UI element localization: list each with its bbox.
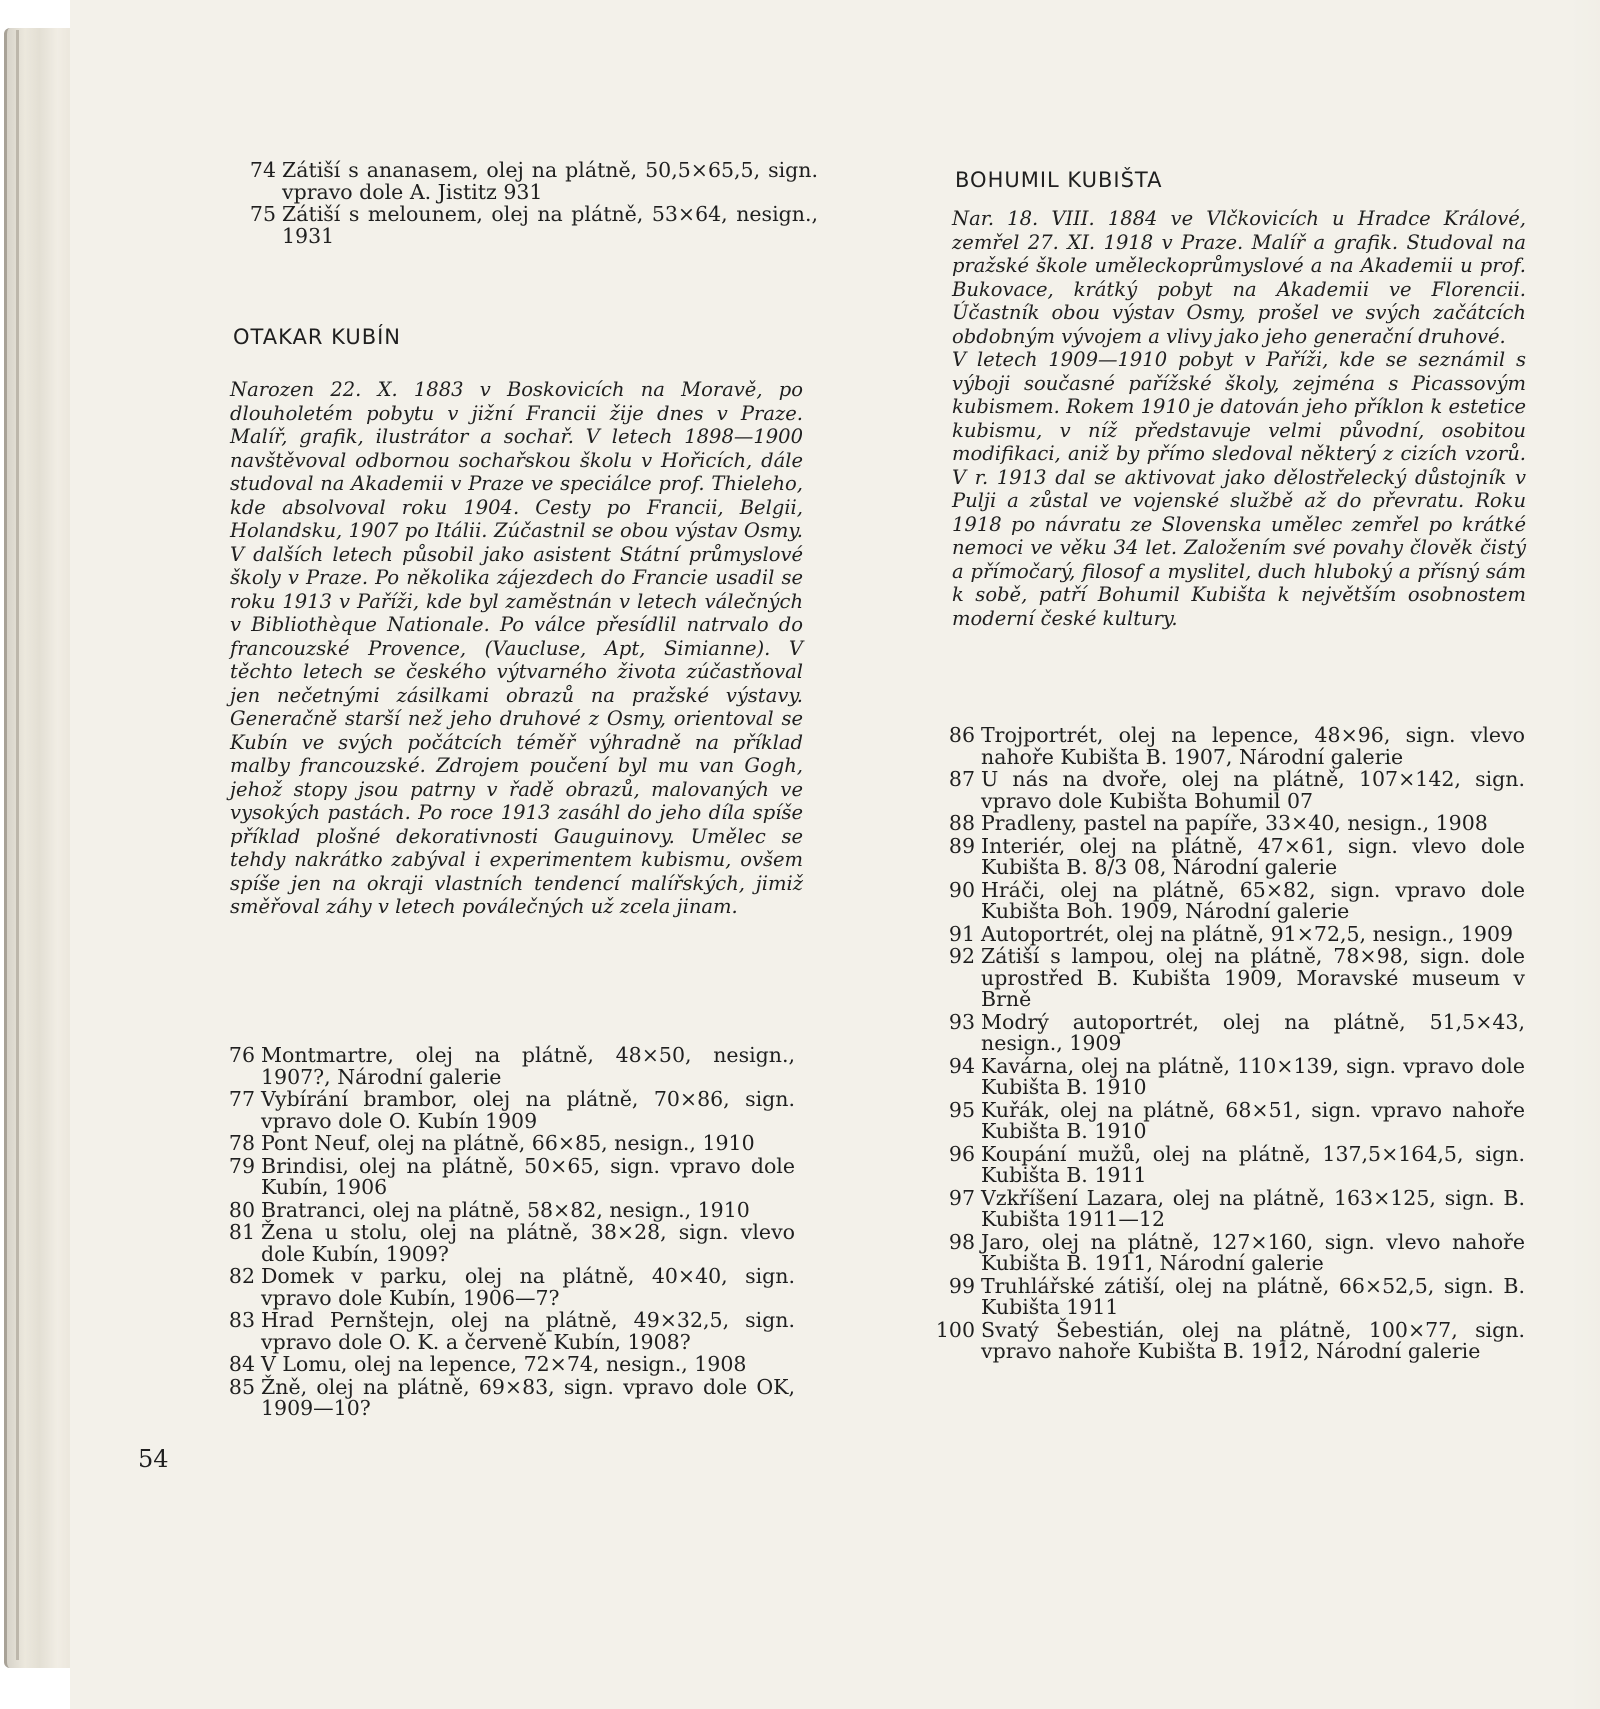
page-number: 54: [138, 1445, 169, 1473]
entry-number: 88: [948, 811, 975, 835]
entry-text: Svatý Šebestián, olej na plátně, 100×77, sign. vpravo nahoře Kubišta B. 1912, Národní galerie: [981, 1317, 1525, 1363]
catalog-entry: [925, 921, 1525, 946]
catalog-entry: [925, 769, 1525, 812]
catalog-entry: [225, 1197, 795, 1222]
catalog-entry: [225, 1266, 795, 1309]
entry-number: 92: [948, 944, 975, 968]
entries-top-list: [248, 160, 818, 248]
entry-number: 91: [948, 921, 975, 946]
catalog-entry: [925, 1317, 1525, 1363]
entry-text: Domek v parku, olej na plátně, 40×40, sign. vpravo dole Kubín, 1906—7?: [261, 1264, 795, 1310]
entry-number: 85: [228, 1374, 255, 1399]
entry-text: U nás na dvoře, olej na plátně, 107×142, sign. vpravo dole Kubišta Bohumil 07: [981, 767, 1525, 813]
entries-kubin-list: [225, 1045, 795, 1421]
bio-text: Narozen 22. X. 1883 v Boskovicích na Moravě, po dlouholetém pobytu v jižní Francii žije dnes v Praze. Malíř, grafik, ilustrátor a sochař. V letech 1898—1900 navštěvoval odbornou sochařskou školu v Hořicích, dále studoval na Akademii v Praze ve speciálce prof. Thieleho, kde absolvoval roku 1904. Cesty po Francii, Belgii, Holandsku, 1907 po Itálii. Zúčastnil se obou výstav Osmy. V dalších letech působil jako asistent Státní průmyslové školy v Praze. Po několika zájezdech do Francie usadil se roku 1913 v Paříži, kde byl zaměstnán v letech válečných v Bibliothèque Nationale. Po válce přesídlil natrvalo do francouzské Provence, (Vaucluse, Apt, Simianne). V těchto letech se českého výtvarného života zúčastňoval jen nečetnými zásilkami obrazů na pražské výstavy. Generačně starší než jeho druhové z Osmy, orientoval se Kubín ve svých počátcích téměř výhradně na příklad malby francouzské. Zdrojem poučení byl mu van Gogh, jehož stopy jsou patrny v řadě obrazů, malovaných ve vysokých pastách. Po roce 1913 zasáhl do jeho díla spíše příklad plošné dekorativnosti Gauguinovy. Umělec se tehdy nakrátko zabýval i experimentem kubismu, ovšem spíše jen na okraji vlastních tendencí malířských, jimiž směřoval záhy v letech poválečných už zcela jinam.: [230, 378, 803, 918]
catalog-entry: [925, 725, 1525, 768]
entry-number: 86: [948, 723, 975, 747]
entry-number: 97: [948, 1185, 975, 1210]
entry-text: Modrý autoportrét, olej na plátně, 51,5×43, nesign., 1909: [981, 1009, 1525, 1055]
entry-text: Montmartre, olej na plátně, 48×50, nesign., 1907?, Národní galerie: [261, 1043, 795, 1089]
entry-number: 79: [228, 1153, 255, 1178]
entry-number: 83: [228, 1308, 255, 1332]
entry-number: 89: [948, 833, 975, 858]
catalog-entry: [925, 1185, 1525, 1231]
catalog-entry: [225, 1133, 795, 1155]
entry-text: Vybírání brambor, olej na plátně, 70×86, sign. vpravo dole O. Kubín 1909: [261, 1087, 795, 1133]
catalog-entry: [925, 1053, 1525, 1099]
entry-text: Zátiší s lampou, olej na plátně, 78×98, sign. dole uprostřed B. Kubišta 1909, Moravské museum v Brně: [981, 944, 1525, 1011]
entry-text: Trojportrét, olej na lepence, 48×96, sign. vlevo nahoře Kubišta B. 1907, Národní galerie: [981, 723, 1525, 769]
entry-text: Kavárna, olej na plátně, 110×139, sign. vpravo dole Kubišta B. 1910: [981, 1053, 1525, 1099]
catalog-entry: [225, 1222, 795, 1265]
entry-text: Truhlářské zátiší, olej na plátně, 66×52,5, sign. B. Kubišta 1911: [981, 1273, 1525, 1319]
entry-number: 99: [948, 1273, 975, 1298]
entry-number: 96: [948, 1141, 975, 1166]
entry-text: Pradleny, pastel na papíře, 33×40, nesign., 1908: [981, 811, 1488, 835]
catalog-entry: [225, 1354, 795, 1376]
catalog-entry: [925, 813, 1525, 835]
catalog-entry: [925, 1009, 1525, 1055]
entry-number: 81: [228, 1220, 255, 1244]
entry-text: Žně, olej na plátně, 69×83, sign. vpravo dole OK, 1909—10?: [261, 1374, 795, 1420]
entry-number: 78: [228, 1131, 255, 1155]
entry-number: 80: [228, 1197, 255, 1222]
facing-page-bleed: [1570, 0, 1600, 1709]
catalog-entry: [925, 833, 1525, 879]
entry-text: Bratranci, olej na plátně, 58×82, nesign., 1910: [261, 1197, 750, 1222]
catalog-entry: [925, 1229, 1525, 1275]
entry-number: 93: [948, 1009, 975, 1034]
entry-text: Vzkříšení Lazara, olej na plátně, 163×125, sign. B. Kubišta 1911—12: [981, 1185, 1525, 1231]
catalog-entry: [925, 1141, 1525, 1187]
entry-text: Zátiší s melounem, olej na plátně, 53×64, nesign., 1931: [282, 202, 818, 248]
catalog-entry: [248, 160, 818, 203]
entry-number: 82: [228, 1264, 255, 1288]
entry-text: Koupání mužů, olej na plátně, 137,5×164,5, sign. Kubišta B. 1911: [981, 1141, 1525, 1187]
entry-text: Interiér, olej na plátně, 47×61, sign. vlevo dole Kubišta B. 8/3 08, Národní galerie: [981, 833, 1525, 879]
entry-text: Kuřák, olej na plátně, 68×51, sign. vpravo nahoře Kubišta B. 1910: [981, 1097, 1525, 1143]
bio-text: V letech 1909—1910 pobyt v Paříži, kde se seznámil s výboji současné pařížské školy, zejména s Picassovým kubismem. Rokem 1910 je datován jeho příklon k estetice kubismu, v níž představuje velmi původní, osobitou modifikaci, aniž by přímo sledoval některý z cizích vzorů. V r. 1913 dal se aktivovat jako dělostřelecký důstojník v Pulji a zůstal ve vojenské službě až do převratu. Roku 1918 po návratu ze Slovenska umělec zemřel po krátké nemoci ve věku 34 let. Založením své povahy člověk čistý a přímočarý, filosof a myslitel, duch hluboký a přísný sám k sobě, patří Bohumil Kubišta k největším osobnostem moderní české kultury.: [952, 348, 1526, 630]
catalog-entry: [225, 1153, 795, 1199]
entry-number: 77: [228, 1087, 255, 1111]
entry-number: 84: [228, 1352, 255, 1376]
artist-bio-kubin: [230, 378, 803, 919]
book-spine-line: [16, 30, 19, 1660]
catalog-entry: [925, 946, 1525, 1011]
entry-text: Hráči, olej na plátně, 65×82, sign. vpravo dole Kubišta Boh. 1909, Národní galerie: [981, 877, 1525, 923]
catalog-entry: [925, 877, 1525, 923]
catalog-entry: [925, 1097, 1525, 1143]
catalog-entry: [225, 1310, 795, 1353]
entry-number: 75: [249, 202, 276, 226]
entry-text: Hrad Pernštejn, olej na plátně, 49×32,5, sign. vpravo dole O. K. a červeně Kubín, 1908?: [261, 1308, 795, 1354]
catalog-entry: [925, 1273, 1525, 1319]
catalog-entry: [225, 1089, 795, 1132]
artist-heading-kubista: BOHUMIL KUBIŠTA: [955, 168, 1163, 192]
catalog-entry: [248, 204, 818, 247]
catalog-entry: [225, 1045, 795, 1088]
artist-bio-kubista: [952, 207, 1526, 630]
entry-text: V Lomu, olej na lepence, 72×74, nesign., 1908: [261, 1352, 747, 1376]
entry-text: Autoportrét, olej na plátně, 91×72,5, nesign., 1909: [981, 921, 1514, 946]
entry-number: 98: [948, 1229, 975, 1254]
entry-number: 100: [935, 1317, 975, 1342]
entry-text: Pont Neuf, olej na plátně, 66×85, nesign., 1910: [261, 1131, 755, 1155]
entry-number: 95: [948, 1097, 975, 1122]
entry-number: 74: [249, 158, 276, 182]
entry-text: Brindisi, olej na plátně, 50×65, sign. vpravo dole Kubín, 1906: [261, 1153, 795, 1199]
entries-kubista-list: [925, 725, 1525, 1364]
entry-number: 94: [948, 1053, 975, 1078]
entry-text: Zátiší s ananasem, olej na plátně, 50,5×65,5, sign. vpravo dole A. Jistitz 931: [282, 158, 818, 204]
entry-text: Žena u stolu, olej na plátně, 38×28, sign. vlevo dole Kubín, 1909?: [261, 1220, 795, 1266]
entry-number: 87: [948, 767, 975, 791]
entry-number: 76: [228, 1043, 255, 1067]
bio-text: Nar. 18. VIII. 1884 ve Vlčkovicích u Hradce Králové, zemřel 27. XI. 1918 v Praze. Malíř a grafik. Studoval na pražské škole uměleckoprůmyslové a na Akademii u prof. Bukovace, krátký pobyt na Akademii ve Florencii. Účastník obou výstav Osmy, prošel ve svých začátcích obdobným vývojem a vlivy jako jeho generační druhové.: [952, 207, 1526, 348]
artist-heading-kubin: OTAKAR KUBÍN: [233, 325, 402, 349]
entry-text: Jaro, olej na plátně, 127×160, sign. vlevo nahoře Kubišta B. 1911, Národní galerie: [981, 1229, 1525, 1275]
catalog-entry: [225, 1374, 795, 1420]
entry-number: 90: [948, 877, 975, 902]
